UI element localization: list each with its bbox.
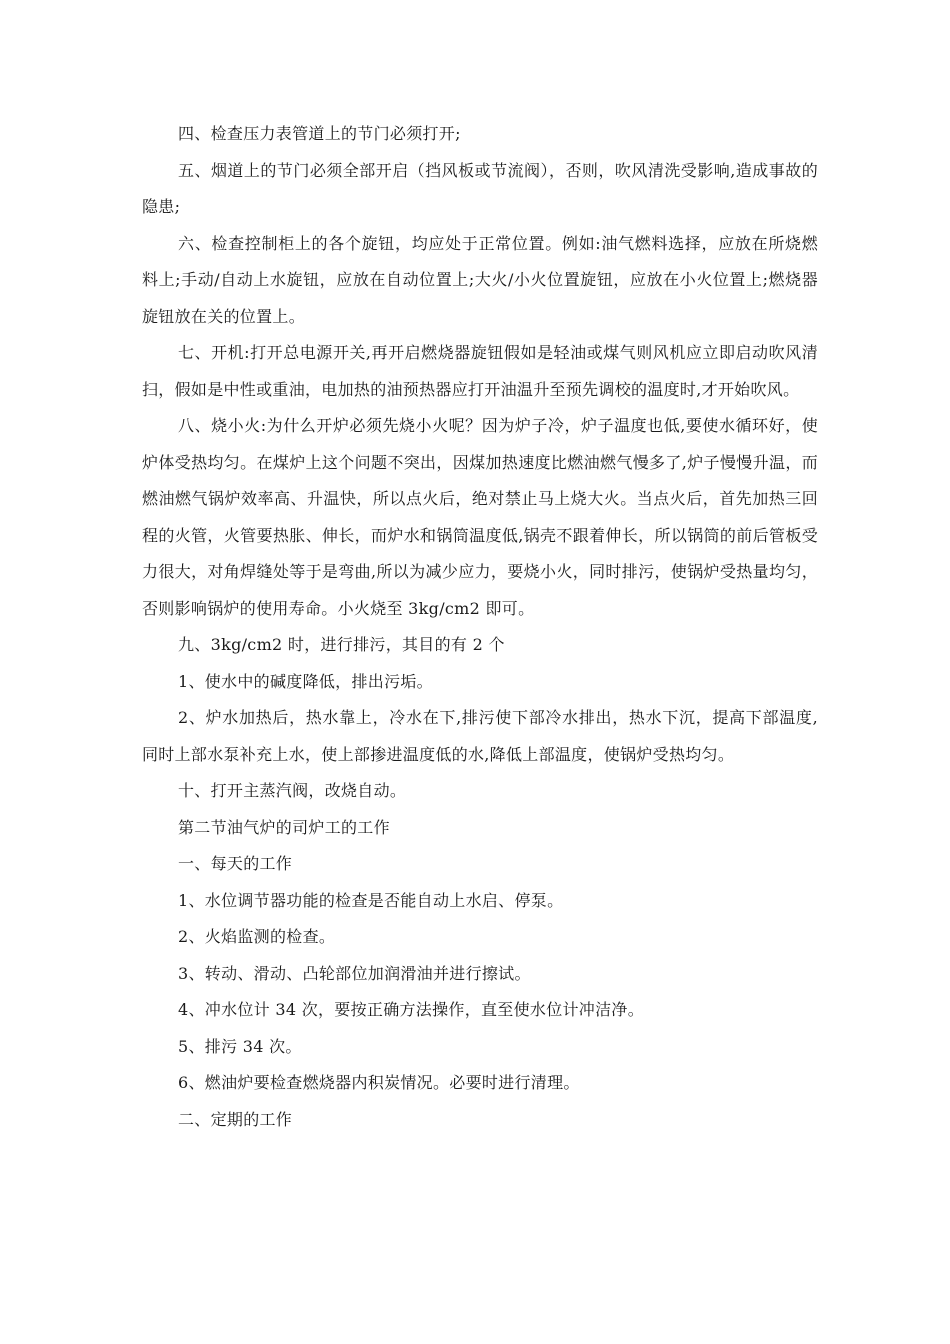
subsection-heading-periodic: 二、定期的工作 [178,1109,293,1129]
paragraph-item-9-blowdown: 九、3kg/cm2 时，进行排污，其目的有 2 个 [178,635,505,654]
paragraph-item-10-main-steam-valve: 十、打开主蒸汽阀，改烧自动。 [178,781,407,800]
daily-task-4: 4、冲水位计 34 次，要按正确方法操作，直至使水位计冲洁净。 [178,1000,645,1019]
document-body [142,116,818,1138]
paragraph-item-7-startup: 七、开机:打开总电源开关,再开启燃烧器旋钮假如是轻油或煤气则风机应立即启动吹风清扫，假如是中性或重油，电加热的油预热器应打开油温升至预先调校的温度时,才开始吹风。 [142,343,818,399]
paragraph-item-4-pressure-gauge: 四、检查压力表管道上的节门必须打开; [178,124,461,143]
daily-task-3: 3、转动、滑动、凸轮部位加润滑油并进行擦试。 [178,963,531,983]
subsection-heading-daily: 一、每天的工作 [178,854,293,873]
daily-task-5: 5、排污 34 次。 [178,1036,302,1056]
paragraph-item-6-control-cabinet: 六、检查控制柜上的各个旋钮，均应处于正常位置。例如:油气燃料选择，应放在所烧燃料上;手动/自动上水旋钮，应放在自动位置上;大火/小火位置旋钮，应放在小火位置上;燃烧器旋钮放在关的位置上。 [142,233,818,326]
paragraph-sub-2-heating: 2、炉水加热后，热水靠上，冷水在下,排污使下部冷水排出，热水下沉，提高下部温度,同时上部水泵补充上水，使上部掺进温度低的水,降低上部温度，使锅炉受热均匀。 [142,708,818,764]
daily-task-1: 1、水位调节器功能的检查是否能自动上水启、停泵。 [178,890,564,910]
paragraph-item-5-flue-valve: 五、烟道上的节门必须全部开启（挡风板或节流阀），否则，吹风清洗受影响,造成事故的隐患; [142,160,818,216]
section-heading-2: 第二节油气炉的司炉工的工作 [178,817,390,837]
daily-task-2: 2、火焰监测的检查。 [178,927,336,946]
paragraph-sub-1-alkalinity: 1、使水中的碱度降低，排出污垢。 [178,671,433,691]
daily-task-6: 6、燃油炉要检查燃烧器内积炭情况。必要时进行清理。 [178,1073,580,1092]
paragraph-item-8-low-fire: 八、烧小火:为什么开炉必须先烧小火呢？因为炉子冷，炉子温度也低,要使水循环好，使炉体受热均匀。在煤炉上这个问题不突出，因煤加热速度比燃油燃气慢多了,炉子慢慢升温，而燃油燃气锅炉效率高、升温快，所以点火后，绝对禁止马上烧大火。当点火后，首先加热三回程的火管，火管要热胀、伸长，而炉水和锅筒温度低,锅壳不跟着伸长，所以锅筒的前后管板受力很大，对角焊缝处等于是弯曲,所以为减少应力，要烧小火，同时排污，使锅炉受热量均匀，否则影响锅炉的使用寿命。小火烧至 3kg/cm2 即可。 [142,416,818,618]
